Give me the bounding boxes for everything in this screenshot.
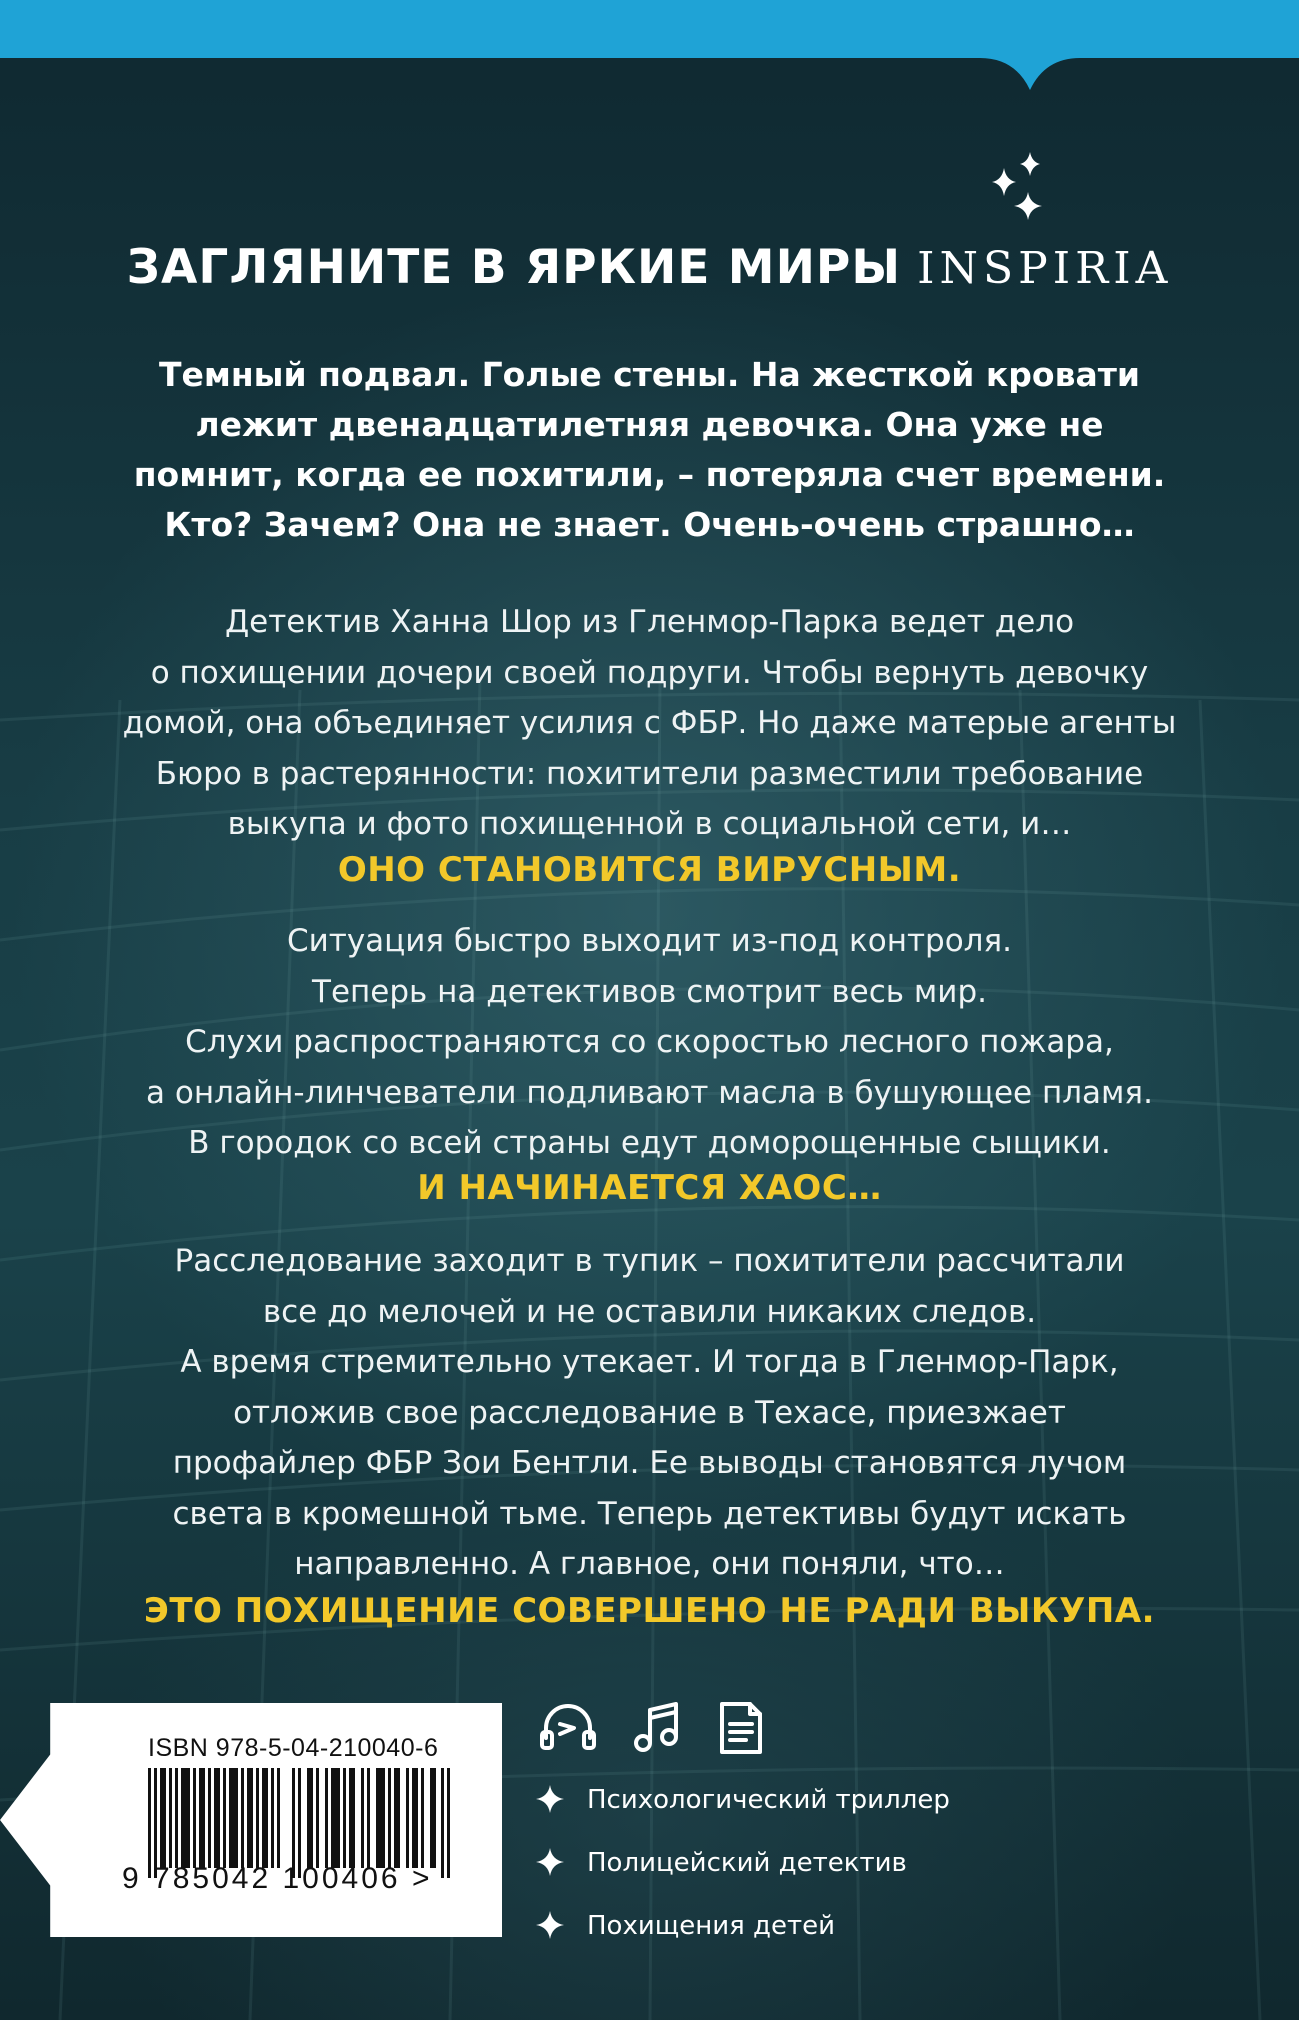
- sparkle-stars-icon: [990, 148, 1050, 228]
- text-line: Слухи распространяются со скоростью лесного пожара,: [185, 1024, 1114, 1060]
- ean-left-group: 785042: [153, 1862, 272, 1895]
- ean-right-group: 100406: [282, 1862, 401, 1895]
- star-icon: [535, 1784, 565, 1814]
- series-headline: [0, 240, 1299, 295]
- star-icon: [535, 1910, 565, 1940]
- music-note-icon: [628, 1698, 688, 1758]
- top-band: [0, 0, 1299, 90]
- accent-line-1: ОНО СТАНОВИТСЯ ВИРУСНЫМ.: [337, 850, 962, 890]
- ean-first-digit: 9: [122, 1862, 142, 1895]
- text-line: Ситуация быстро выходит из-под контроля.: [286, 923, 1012, 959]
- genre-item: [535, 1906, 950, 1969]
- ean-digits: [122, 1862, 432, 1896]
- text-line: света в кромешной тьме. Теперь детективы будут искать: [172, 1495, 1127, 1532]
- star-icon: [535, 1847, 565, 1877]
- description-paragraph-3: [60, 1236, 1239, 1590]
- text-line: домой, она объединяет усилия с ФБР. Но даже матерые агенты: [122, 705, 1177, 741]
- genre-label: Полицейский детектив: [587, 1848, 907, 1878]
- ean-arrow: >: [411, 1862, 433, 1895]
- text-document-icon: [710, 1698, 770, 1758]
- genre-label: Похищения детей: [587, 1911, 836, 1941]
- text-line: Теперь на детективов смотрит весь мир.: [312, 973, 987, 1010]
- accent-line-2: И НАЧИНАЕТСЯ ХАОС…: [417, 1168, 882, 1208]
- audiobook-headphones-icon: [538, 1698, 598, 1758]
- text-line: а онлайн-линчеватели подливают масла в бушующее пламя.: [146, 1074, 1153, 1111]
- brand-logo: INSPIRIA: [917, 243, 1173, 294]
- text-line: профайлер ФБР Зои Бентли. Ее выводы становятся лучом: [172, 1445, 1127, 1481]
- accent-line-3: ЭТО ПОХИЩЕНИЕ СОВЕРШЕНО НЕ РАДИ ВЫКУПА.: [143, 1591, 1156, 1631]
- genre-item: [535, 1780, 950, 1843]
- isbn-number: ISBN 978-5-04-210040-6: [148, 1734, 439, 1762]
- text-line: Детектив Ханна Шор из Гленмор-Парка ведет дело: [224, 604, 1075, 640]
- text-line: Бюро в растерянности: похитители разместили требование: [155, 755, 1144, 792]
- lead-line: лежит двенадцатилетняя девочка. Она уже не: [195, 405, 1104, 444]
- text-line: все до мелочей и не оставили никаких следов.: [262, 1293, 1037, 1330]
- genre-list: [535, 1780, 950, 1969]
- description-paragraph-2: [60, 916, 1239, 1169]
- lead-paragraph: [60, 350, 1239, 550]
- genre-label: Психологический триллер: [587, 1785, 950, 1815]
- text-line: о похищении дочери своей подруги. Чтобы вернуть девочку: [150, 654, 1149, 691]
- genre-item: [535, 1843, 950, 1906]
- lead-line: Темный подвал. Голые стены. На жесткой кровати: [159, 355, 1140, 394]
- text-line: Расследование заходит в тупик – похитители рассчитали: [174, 1243, 1125, 1279]
- text-line: выкупа и фото похищенной в социальной сети, и…: [227, 806, 1072, 842]
- description-paragraph-1: [60, 597, 1239, 850]
- headline-text: ЗАГЛЯНИТЕ В ЯРКИЕ МИРЫ: [126, 240, 902, 295]
- lead-line: Кто? Зачем? Она не знает. Очень-очень страшно…: [164, 505, 1135, 544]
- lead-line: помнит, когда ее похитили, – потеряла счет времени.: [133, 455, 1166, 494]
- text-line: отложив свое расследование в Техасе, приезжает: [233, 1394, 1066, 1431]
- text-line: направленно. А главное, они поняли, что…: [294, 1546, 1005, 1582]
- text-line: А время стремительно утекает. И тогда в Гленмор-Парк,: [180, 1344, 1119, 1380]
- text-line: В городок со всей страны едут доморощенные сыщики.: [188, 1125, 1111, 1161]
